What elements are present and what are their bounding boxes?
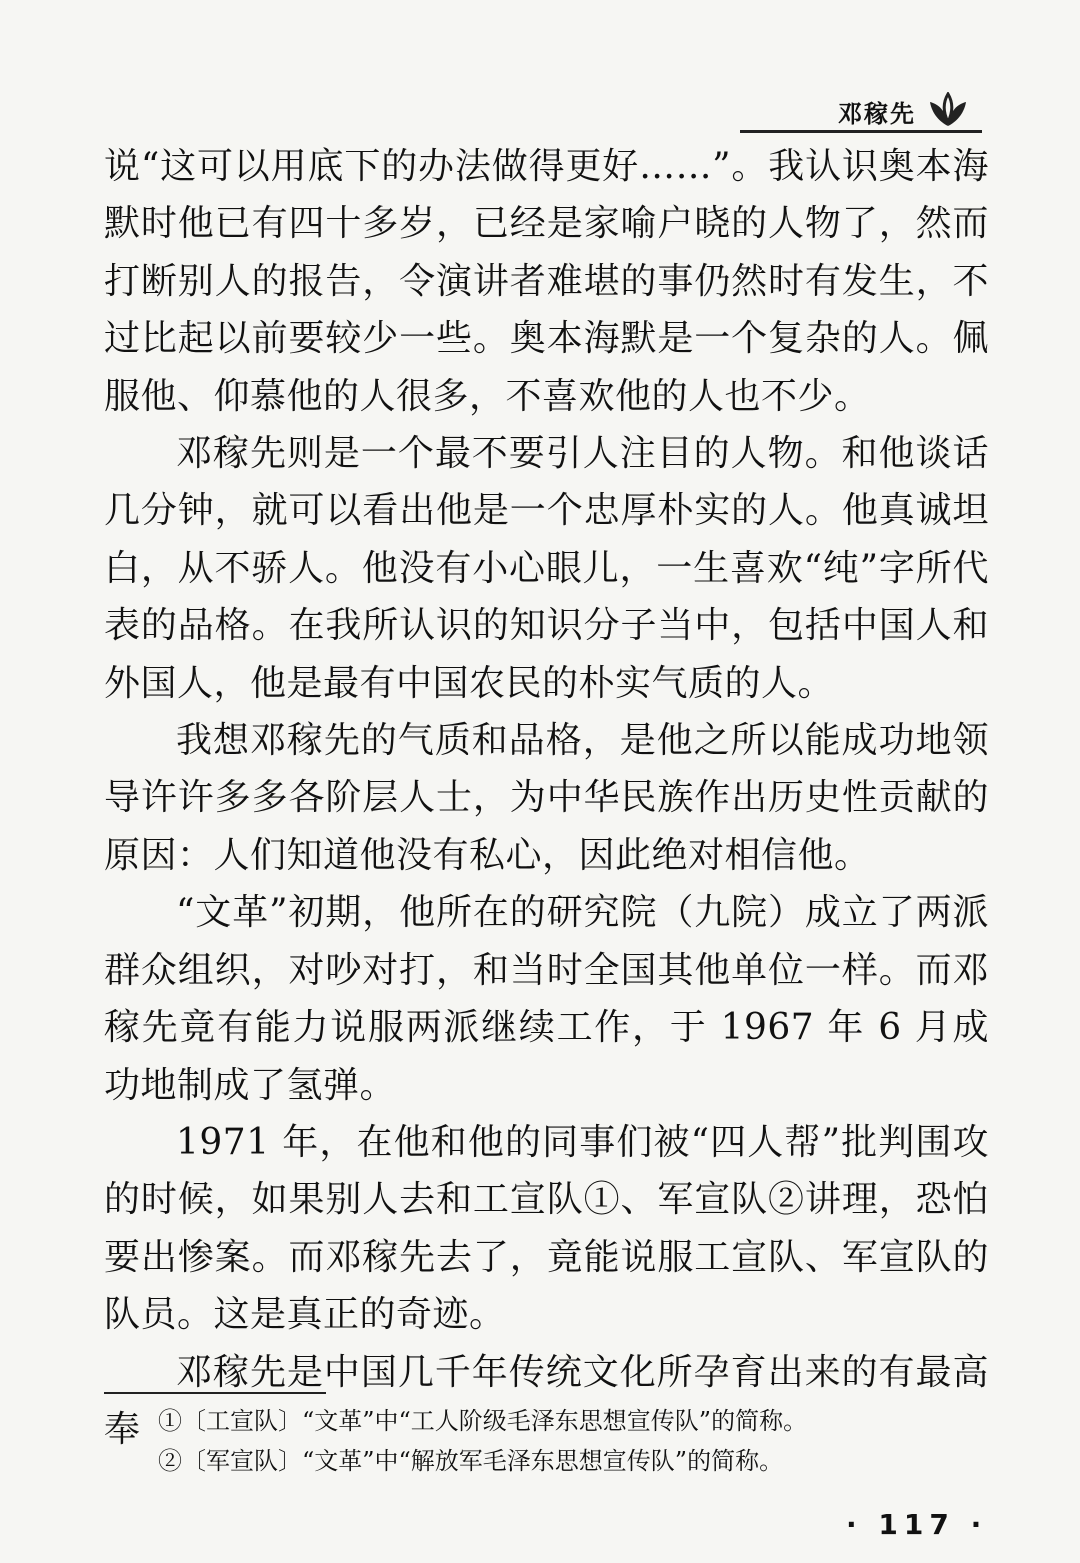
- paragraph-4: “文革”初期，他所在的研究院（九院）成立了两派群众组织，对吵对打，和当时全国其他单位一样。而邓稼先竟有能力说服两派继续工作，于 1967 年 6 月成功地制成了氢弹。: [104, 892, 989, 1106]
- footnotes: [158, 1404, 988, 1484]
- page-number: · 117 ·: [846, 1508, 988, 1541]
- body-text: [104, 138, 989, 1458]
- paragraph-3: 我想邓稼先的气质和品格，是他之所以能成功地领导许许多多各阶层人士，为中华民族作出历史性贡献的原因：人们知道他没有私心，因此绝对相信他。: [104, 720, 989, 876]
- footnote-1: ①〔工宣队〕“文革”中“工人阶级毛泽东思想宣传队”的简称。: [158, 1407, 808, 1435]
- paragraph-5: 1971 年，在他和他的同事们被“四人帮”批判围攻的时候，如果别人去和工宣队①、军宣队②讲理，恐怕要出惨案。而邓稼先去了，竟能说服工宣队、军宣队的队员。这是真正的奇迹。: [104, 1121, 989, 1336]
- footnote-2: ②〔军宣队〕“文革”中“解放军毛泽东思想宣传队”的简称。: [158, 1447, 784, 1475]
- running-header-title: 邓稼先: [838, 100, 916, 128]
- running-header: [740, 92, 982, 133]
- paragraph-6: 邓稼先是中国几千年传统文化所孕育出来的有最高奉: [104, 1351, 989, 1450]
- paragraph-2: 邓稼先则是一个最不要引人注目的人物。和他谈话几分钟，就可以看出他是一个忠厚朴实的人。他真诚坦白，从不骄人。他没有小心眼儿，一生喜欢“纯”字所代表的品格。在我所认识的知识分子当中，包括中国人和外国人，他是最有中国农民的朴实气质的人。: [104, 433, 989, 704]
- footnote-divider: [104, 1392, 326, 1394]
- leaf-emblem-icon: [926, 92, 970, 128]
- paragraph-1: 说“这可以用底下的办法做得更好……”。我认识奥本海默时他已有四十多岁，已经是家喻户晓的人物了，然而打断别人的报告，令演讲者难堪的事仍然时有发生，不过比起以前要较少一些。奥本海默是一个复杂的人。佩服他、仰慕他的人很多，不喜欢他的人也不少。: [104, 146, 989, 417]
